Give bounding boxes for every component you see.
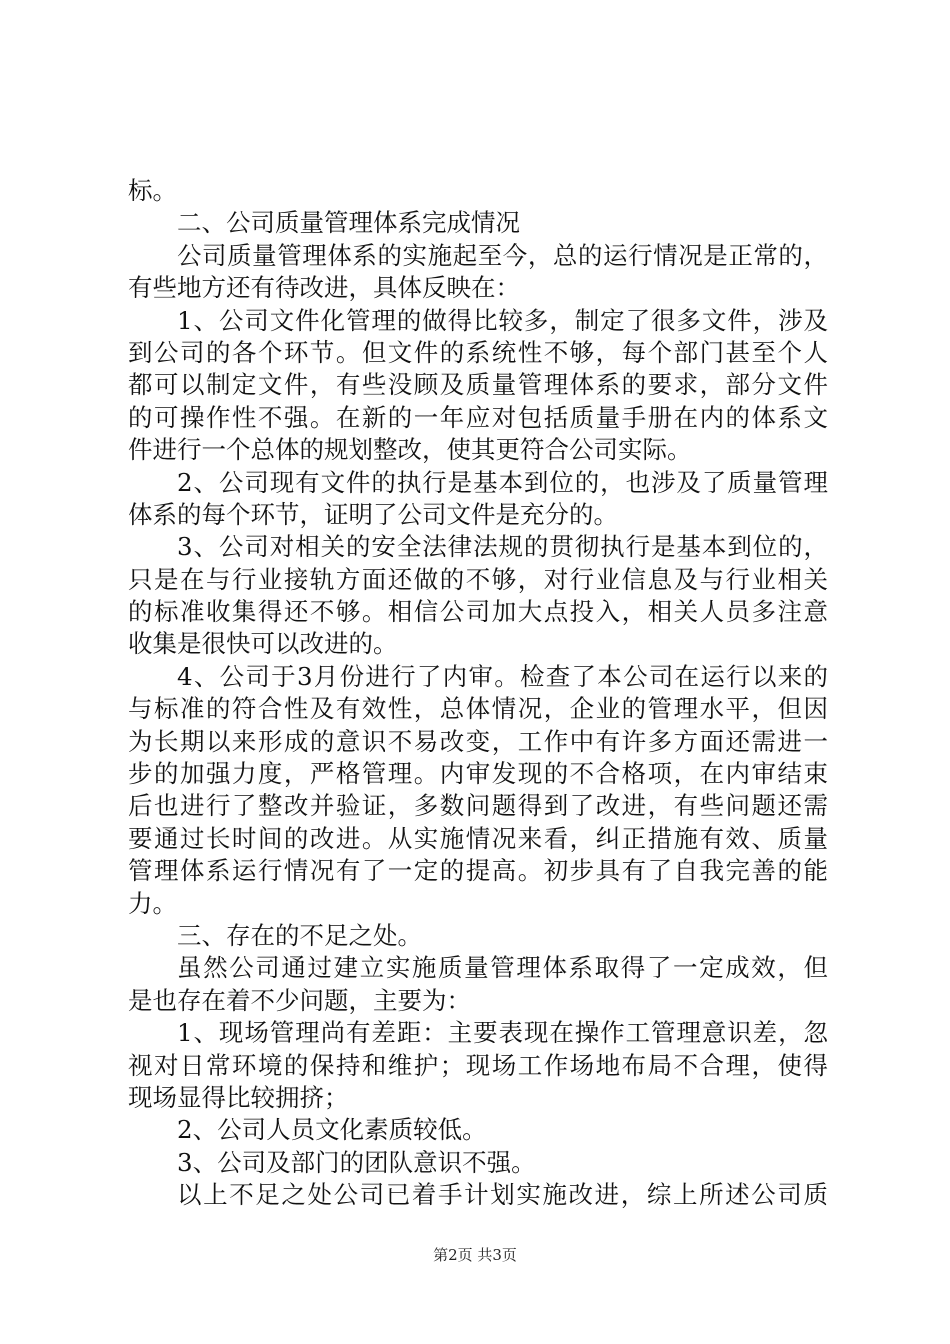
page-footer <box>0 1245 950 1265</box>
text-line: 件进行一个总体的规划整改，使其更符合公司实际。 <box>128 435 692 465</box>
text-line: 2、公司现有文件的执行是基本到位的，也涉及了质量管理 <box>177 467 828 497</box>
text-line: 有些地方还有待改进，具体反映在： <box>128 273 520 303</box>
text-line: 体系的每个环节，证明了公司文件是充分的。 <box>128 499 618 529</box>
text-line: 二、公司质量管理体系完成情况 <box>177 208 520 238</box>
text-line: 与标准的符合性及有效性，总体情况，企业的管理水平，但因 <box>128 694 828 724</box>
text-line: 都可以制定文件，有些没顾及质量管理体系的要求，部分文件 <box>128 370 828 400</box>
text-line: 标。 <box>128 176 177 205</box>
text-line: 1、现场管理尚有差距：主要表现在操作工管理意识差，忽 <box>177 1018 828 1048</box>
text-line: 步的加强力度，严格管理。内审发现的不合格项，在内审结束 <box>128 759 828 789</box>
text-line: 到公司的各个环节。但文件的系统性不够，每个部门甚至个人 <box>128 337 828 367</box>
text-line: 3、公司对相关的安全法律法规的贯彻执行是基本到位的， <box>177 532 828 562</box>
text-line: 的标准收集得还不够。相信公司加大点投入，相关人员多注意 <box>128 597 828 627</box>
text-line: 只是在与行业接轨方面还做的不够，对行业信息及与行业相关 <box>128 564 828 594</box>
text-line: 的可操作性不强。在新的一年应对包括质量手册在内的体系文 <box>128 402 828 432</box>
text-line: 力。 <box>128 888 177 918</box>
text-line: 虽然公司通过建立实施质量管理体系取得了一定成效，但 <box>177 953 828 983</box>
text-line: 现场显得比较拥挤； <box>128 1082 349 1112</box>
text-line: 收集是很快可以改进的。 <box>128 629 398 659</box>
text-line: 要通过长时间的改进。从实施情况来看，纠正措施有效、质量 <box>128 823 828 853</box>
text-line: 以上不足之处公司已着手计划实施改进，综上所述公司质 <box>177 1180 828 1210</box>
text-line: 2、公司人员文化素质较低。 <box>177 1115 487 1145</box>
text-line: 管理体系运行情况有了一定的提高。初步具有了自我完善的能 <box>128 856 828 886</box>
text-line: 公司质量管理体系的实施起至今，总的运行情况是正常的， <box>177 240 828 270</box>
text-line: 三、存在的不足之处。 <box>177 920 422 950</box>
document-body <box>128 175 828 1212</box>
text-line: 3、公司及部门的团队意识不强。 <box>177 1147 536 1177</box>
page-number-label: 第2页 共3页 <box>433 1246 517 1264</box>
text-line: 1、公司文件化管理的做得比较多，制定了很多文件，涉及 <box>177 305 828 335</box>
text-line: 是也存在着不少问题，主要为： <box>128 985 471 1015</box>
text-line: 4、公司于3月份进行了内审。检查了本公司在运行以来的 <box>177 661 828 691</box>
text-line: 视对日常环境的保持和维护；现场工作场地布局不合理，使得 <box>128 1050 828 1080</box>
text-line: 后也进行了整改并验证，多数问题得到了改进，有些问题还需 <box>128 791 828 821</box>
text-line: 为长期以来形成的意识不易改变，工作中有许多方面还需进一 <box>128 726 828 756</box>
